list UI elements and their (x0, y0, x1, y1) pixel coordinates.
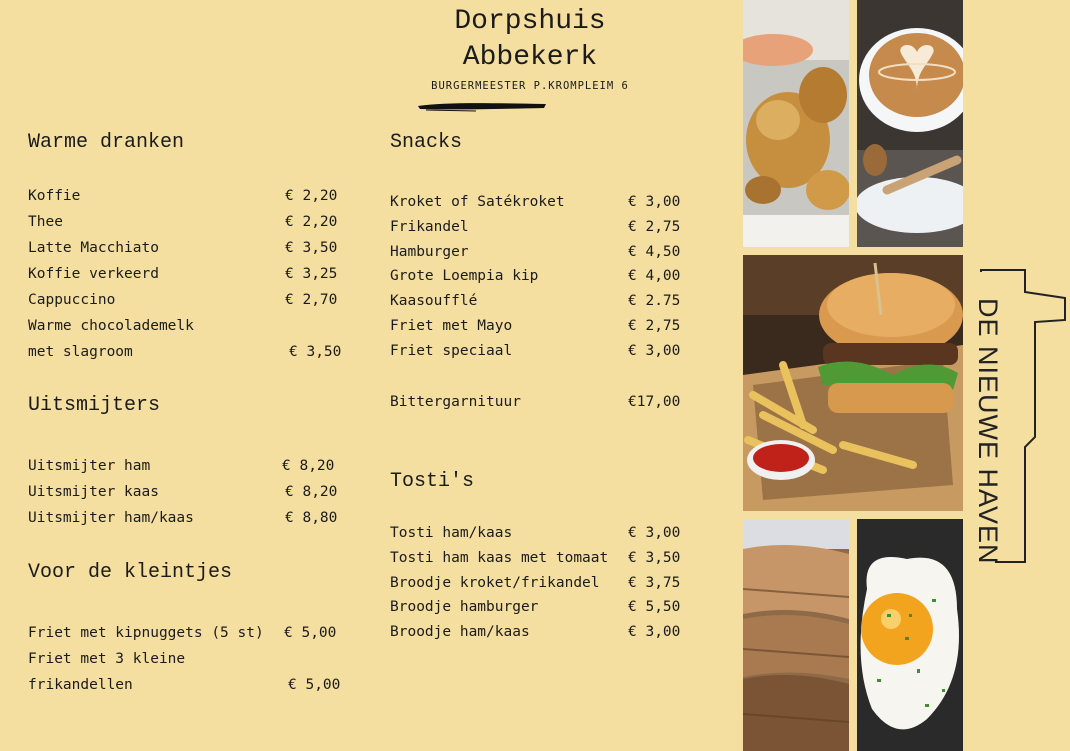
item-price: € 3,00 (628, 194, 681, 210)
item-price: € 4,50 (628, 243, 681, 260)
brush-stroke-divider (416, 100, 548, 112)
item-price: € 3,75 (628, 574, 681, 591)
item-price: € 8,80 (285, 510, 338, 526)
item-price: € 2,75 (628, 218, 681, 235)
cappuccino-photo (857, 0, 963, 247)
item-name: Hamburger (390, 243, 469, 260)
item-name: Kroket of Satékroket (390, 194, 565, 210)
logo-text: DE NIEUWE HAVEN (973, 298, 1003, 565)
item-name: Friet met kipnuggets (5 st) (28, 625, 264, 641)
section-title-tosti: Tosti's (390, 470, 475, 493)
item-price: € 5,50 (628, 599, 681, 616)
item-price: € 2,20 (285, 214, 338, 230)
item-name: Kaasoufflé (390, 293, 478, 310)
item-price: € 2,70 (285, 292, 338, 308)
item-price: € 8,20 (285, 484, 338, 500)
item-name: Uitsmijter ham (28, 458, 151, 474)
toast-photo (743, 519, 849, 751)
item-price: € 2.75 (628, 293, 681, 310)
item-price: €17,00 (628, 394, 681, 410)
venue-name-line1: Dorpshuis (454, 6, 606, 37)
item-name: Latte Macchiato (28, 240, 159, 256)
item-price: € 3,00 (628, 624, 681, 641)
venue-name-line2: Abbekerk (462, 42, 598, 73)
menu-item-bittergarnituur (390, 394, 690, 420)
item-name: Thee (28, 214, 63, 230)
item-price: € 8,20 (282, 458, 335, 474)
section-title-kleintjes: Voor de kleintjes (28, 561, 233, 584)
section-title-snacks: Snacks (390, 131, 463, 154)
item-price: € 4,00 (628, 268, 681, 285)
item-name: Warme chocolademelk (28, 318, 194, 334)
item-price: € 3,25 (285, 266, 338, 282)
item-price: € 3,50 (285, 240, 338, 256)
item-name: Tosti ham kaas met tomaat (390, 549, 609, 566)
item-name: met slagroom (28, 344, 133, 360)
item-name: Friet speciaal (390, 342, 513, 359)
hamburger-fries-photo (743, 255, 963, 511)
fried-egg-photo (857, 519, 963, 751)
section-title-warme-dranken: Warme dranken (28, 131, 185, 154)
item-name: Bittergarnituur (390, 394, 521, 410)
item-name: Tosti ham/kaas (390, 525, 513, 541)
item-name: Uitsmijter ham/kaas (28, 510, 194, 526)
item-name: Frikandel (390, 218, 469, 235)
item-name: Broodje ham/kaas (390, 624, 530, 641)
item-price: € 3,50 (628, 549, 681, 566)
item-price: € 5,00 (284, 625, 337, 641)
section-title-uitsmijters: Uitsmijters (28, 394, 161, 417)
item-name: Friet met 3 kleine (28, 651, 186, 667)
item-price: € 2,75 (628, 317, 681, 334)
item-name: Broodje hamburger (390, 599, 539, 616)
item-price: € 3,00 (628, 525, 681, 541)
menu-header (380, 4, 680, 92)
item-name: Koffie (28, 188, 81, 204)
item-name: frikandellen (28, 677, 133, 693)
item-price: € 2,20 (285, 188, 338, 204)
fried-snacks-photo (743, 0, 849, 247)
item-name: Friet met Mayo (390, 317, 513, 334)
item-name: Uitsmijter kaas (28, 484, 159, 500)
item-price: € 5,00 (288, 677, 341, 693)
item-name: Grote Loempia kip (390, 268, 539, 285)
de-nieuwe-haven-logo (965, 262, 1069, 572)
item-name: Cappuccino (28, 292, 116, 308)
item-name: Koffie verkeerd (28, 266, 159, 282)
item-price: € 3,50 (289, 344, 342, 360)
venue-address: BURGERMEESTER P.KROMPLEIM 6 (431, 80, 629, 92)
item-name: Broodje kroket/frikandel (390, 574, 600, 591)
item-price: € 3,00 (628, 342, 681, 359)
